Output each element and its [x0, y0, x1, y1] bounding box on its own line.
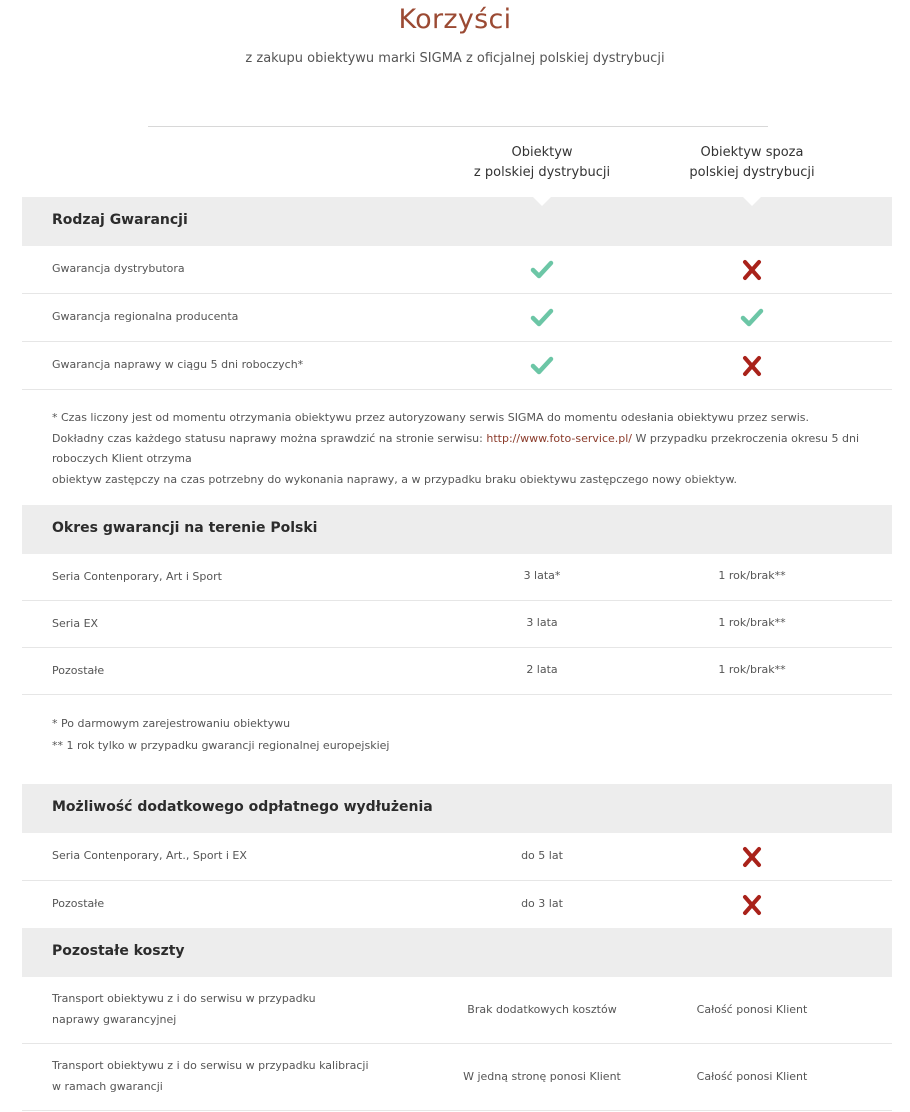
cell-b: 1 rok/brak** [718, 569, 786, 582]
row-label: Gwarancja dystrybutora [52, 262, 185, 275]
row-label: Gwarancja naprawy w ciągu 5 dni roboczych* [52, 358, 304, 371]
divider [148, 126, 768, 127]
cell-a: 2 lata [526, 663, 558, 676]
table-row [22, 342, 892, 390]
section-title: Okres gwarancji na terenie Polski [52, 520, 318, 536]
footnote [52, 713, 389, 757]
page-title: Korzyści [398, 4, 512, 35]
cell-a: Brak dodatkowych kosztów [467, 1003, 617, 1016]
column-header-line: polskiej dystrybucji [689, 165, 815, 180]
row-label [52, 988, 316, 1030]
table-row [22, 881, 892, 928]
check-icon [530, 259, 554, 281]
cell-a [432, 342, 652, 389]
cell-a [432, 246, 652, 293]
cell-a: 3 lata* [523, 569, 561, 582]
cell-b: 1 rok/brak** [718, 616, 786, 629]
table-row [22, 1044, 892, 1111]
cell-a: do 5 lat [521, 849, 563, 862]
column-header-outside-distribution [642, 143, 862, 183]
check-icon [530, 355, 554, 377]
section-title: Pozostałe koszty [52, 943, 185, 959]
cell-b [642, 246, 862, 293]
cross-icon [740, 894, 764, 916]
section-header-warranty-period [22, 505, 892, 554]
cell-b [642, 342, 862, 389]
cross-icon [740, 846, 764, 868]
row-label-line: w ramach gwarancji [52, 1080, 163, 1093]
table-row [22, 601, 892, 648]
cell-a [432, 294, 652, 341]
footnote-line: ** 1 rok tylko w przypadku gwarancji regionalnej europejskiej [52, 739, 390, 752]
table-row [22, 246, 892, 294]
footnote-line [52, 429, 910, 470]
footnote-text: W przypadku przekroczenia okresu 5 dni roboczych Klient otrzyma [52, 431, 860, 465]
footnote [52, 408, 910, 490]
cross-icon [740, 355, 764, 377]
row-label: Gwarancja regionalna producenta [52, 310, 239, 323]
table-row [22, 294, 892, 342]
row-label-line: naprawy gwarancyjnej [52, 1013, 177, 1026]
column-header-line: Obiektyw spoza [700, 145, 804, 160]
column-header-line: Obiektyw [511, 145, 573, 160]
row-label: Seria Contenporary, Art., Sport i EX [52, 849, 247, 862]
row-label-line: Transport obiektywu z i do serwisu w przypadku [52, 992, 316, 1005]
row-label: Seria Contenporary, Art i Sport [52, 570, 222, 583]
cell-b [642, 833, 862, 880]
cell-b: 1 rok/brak** [718, 663, 786, 676]
cell-a: do 3 lat [521, 897, 563, 910]
footnote-line: * Czas liczony jest od momentu otrzymania obiektywu przez autoryzowany serwis SIGMA do momentu odesłania obiektywu przez serwis. [52, 411, 810, 424]
section-header-extension [22, 784, 892, 833]
table-row [22, 833, 892, 881]
row-label: Pozostałe [52, 664, 105, 677]
row-label: Pozostałe [52, 897, 105, 910]
table-row [22, 977, 892, 1044]
column-header-line: z polskiej dystrybucji [473, 165, 611, 180]
section-header-other-costs [22, 928, 892, 977]
table-row [22, 648, 892, 695]
footnote-line: * Po darmowym zarejestrowaniu obiektywu [52, 717, 291, 730]
cell-a: W jedną stronę ponosi Klient [463, 1070, 621, 1083]
cross-icon [740, 259, 764, 281]
cell-a: 3 lata [526, 616, 558, 629]
row-label [52, 1055, 369, 1097]
cell-b [642, 881, 862, 928]
check-icon [740, 307, 764, 329]
section-header-warranty-type [22, 197, 892, 246]
page-subtitle: z zakupu obiektywu marki SIGMA z oficjalnej polskiej dystrybucji [245, 51, 665, 66]
row-label: Seria EX [52, 617, 99, 630]
footnote-text: Dokładny czas każdego statusu naprawy można sprawdzić na stronie serwisu: [52, 431, 487, 445]
service-link[interactable]: http://www.foto-service.pl/ [486, 431, 633, 445]
section-title: Rodzaj Gwarancji [52, 212, 188, 228]
column-pointer [533, 197, 551, 206]
table-row [22, 554, 892, 601]
column-header-polish-distribution [432, 143, 652, 183]
check-icon [530, 307, 554, 329]
footnote-line: obiektyw zastępczy na czas potrzebny do wykonania naprawy, a w przypadku braku obiektywu zastępczego nowy obiektyw. [52, 472, 737, 486]
row-label-line: Transport obiektywu z i do serwisu w przypadku kalibracji [52, 1059, 369, 1072]
cell-b [642, 294, 862, 341]
cell-b: Całość ponosi Klient [696, 1070, 808, 1083]
column-pointer [743, 197, 761, 206]
cell-b: Całość ponosi Klient [696, 1003, 808, 1016]
section-title: Możliwość dodatkowego odpłatnego wydłużenia [52, 799, 433, 815]
